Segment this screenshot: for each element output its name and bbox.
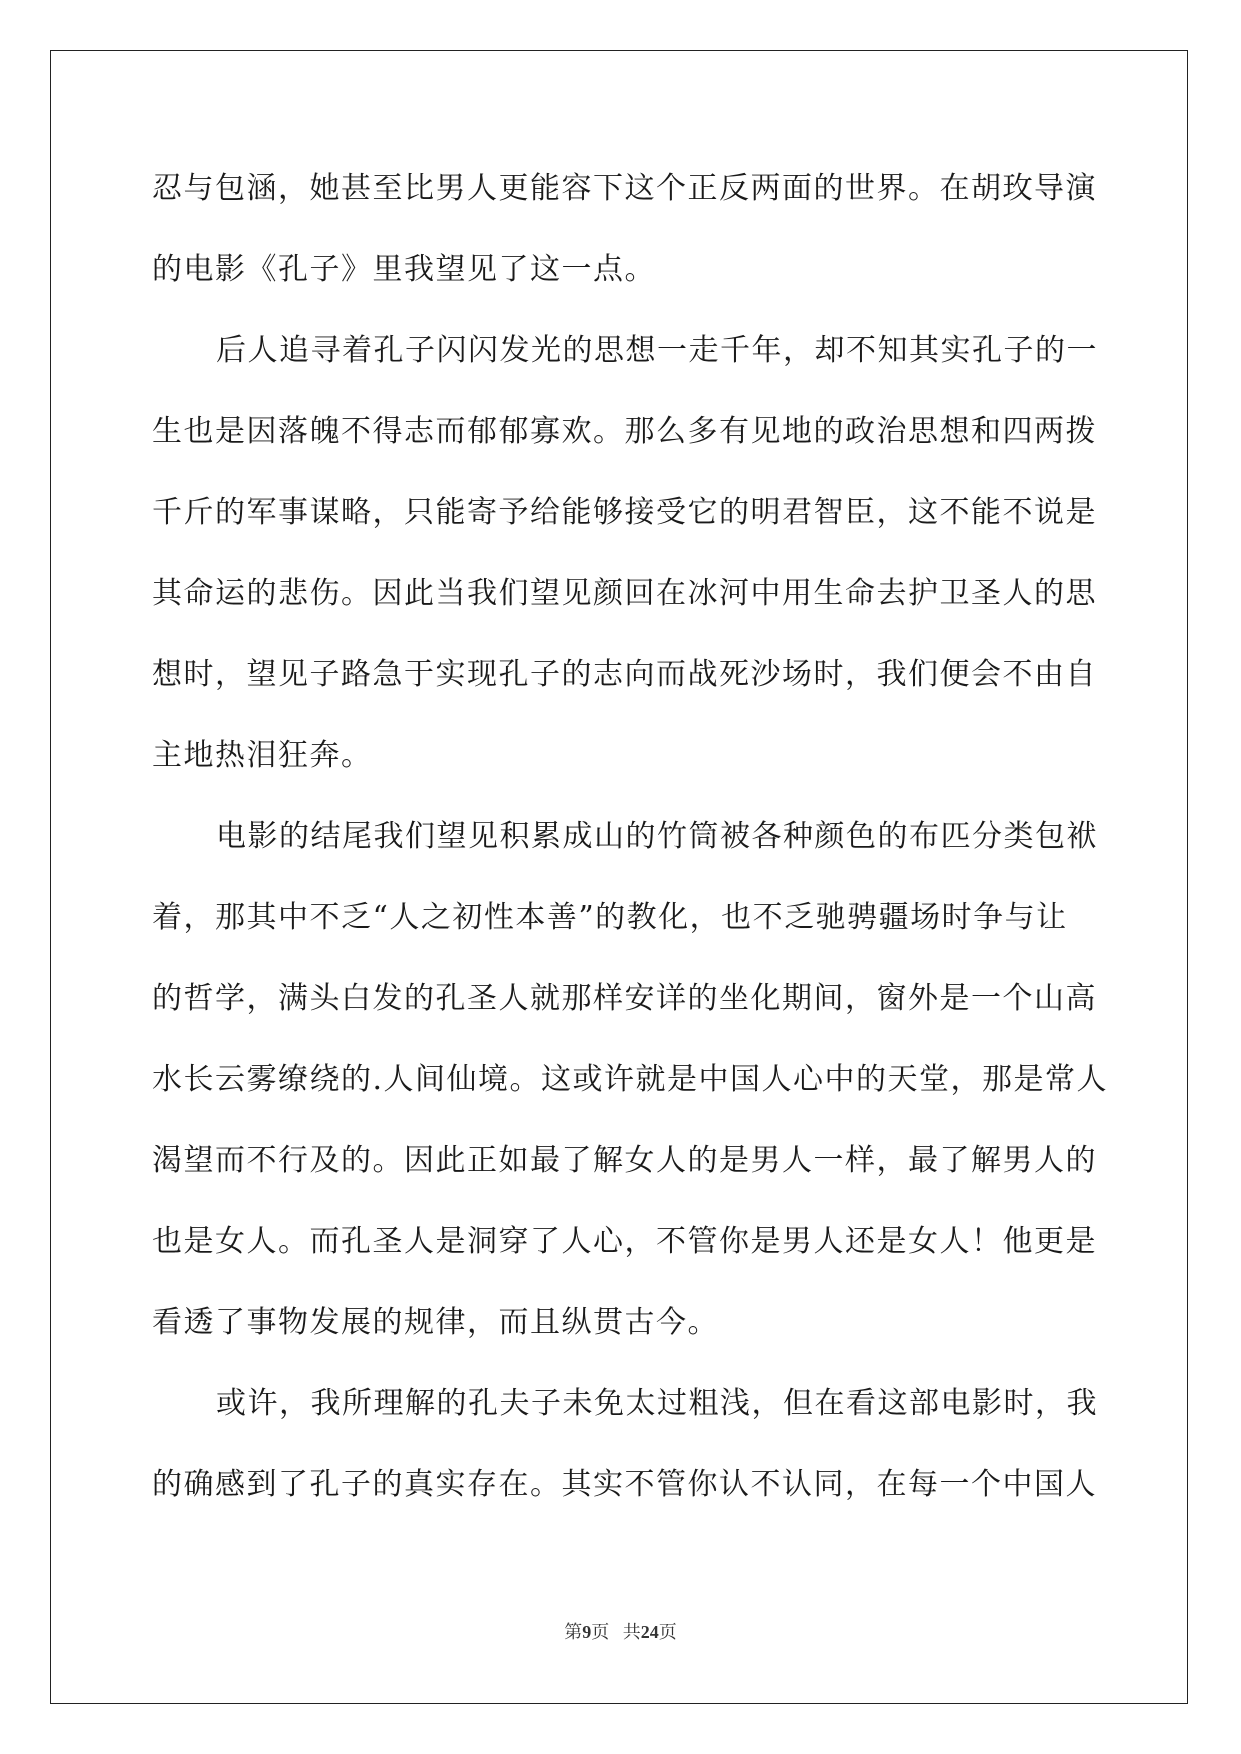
text-line: 水长云雾缭绕的.人间仙境。这或许就是中国人心中的天堂，那是常人 <box>152 1062 1109 1097</box>
text-line: 着，那其中不乏“人之初性本善”的教化，也不乏驰骋疆场时争与让 <box>152 900 1068 935</box>
text-line: 渴望而不行及的。因此正如最了解女人的是男人一样，最了解男人的 <box>152 1143 1097 1178</box>
text-line: 的哲学，满头白发的孔圣人就那样安详的坐化期间，窗外是一个山高 <box>152 981 1097 1016</box>
text-line: 其命运的悲伤。因此当我们望见颜回在冰河中用生命去护卫圣人的思 <box>152 576 1097 611</box>
text-line: 后人追寻着孔子闪闪发光的思想一走千年，却不知其实孔子的一 <box>216 333 1098 368</box>
text-line: 主地热泪狂奔。 <box>152 738 373 773</box>
text-line: 或许，我所理解的孔夫子未免太过粗浅，但在看这部电影时，我 <box>216 1386 1098 1421</box>
document-body <box>152 164 1109 1541</box>
page-suffix: 页 <box>591 1622 610 1642</box>
total-pages: 24 <box>640 1622 659 1642</box>
text-line: 看透了事物发展的规律，而且纵贯古今。 <box>152 1305 719 1340</box>
text-line: 千斤的军事谋略，只能寄予给能够接受它的明君智臣，这不能不说是 <box>152 495 1097 530</box>
page-footer <box>0 1618 1241 1644</box>
text-line: 生也是因落魄不得志而郁郁寡欢。那么多有见地的政治思想和四两拨 <box>152 414 1097 449</box>
text-line: 也是女人。而孔圣人是洞穿了人心，不管你是男人还是女人！他更是 <box>152 1224 1097 1259</box>
text-line: 电影的结尾我们望见积累成山的竹筒被各种颜色的布匹分类包袱 <box>216 819 1098 854</box>
text-line: 的确感到了孔子的真实存在。其实不管你认不认同，在每一个中国人 <box>152 1467 1097 1502</box>
text-line: 的电影《孔子》里我望见了这一点。 <box>152 252 656 287</box>
page-number: 9 <box>582 1622 592 1642</box>
total-suffix: 页 <box>658 1622 677 1642</box>
page-prefix: 第 <box>564 1622 583 1642</box>
text-line: 想时，望见子路急于实现孔子的志向而战死沙场时，我们便会不由自 <box>152 657 1097 692</box>
total-prefix: 共 <box>622 1622 641 1642</box>
text-line: 忍与包涵，她甚至比男人更能容下这个正反两面的世界。在胡玫导演 <box>152 171 1097 206</box>
